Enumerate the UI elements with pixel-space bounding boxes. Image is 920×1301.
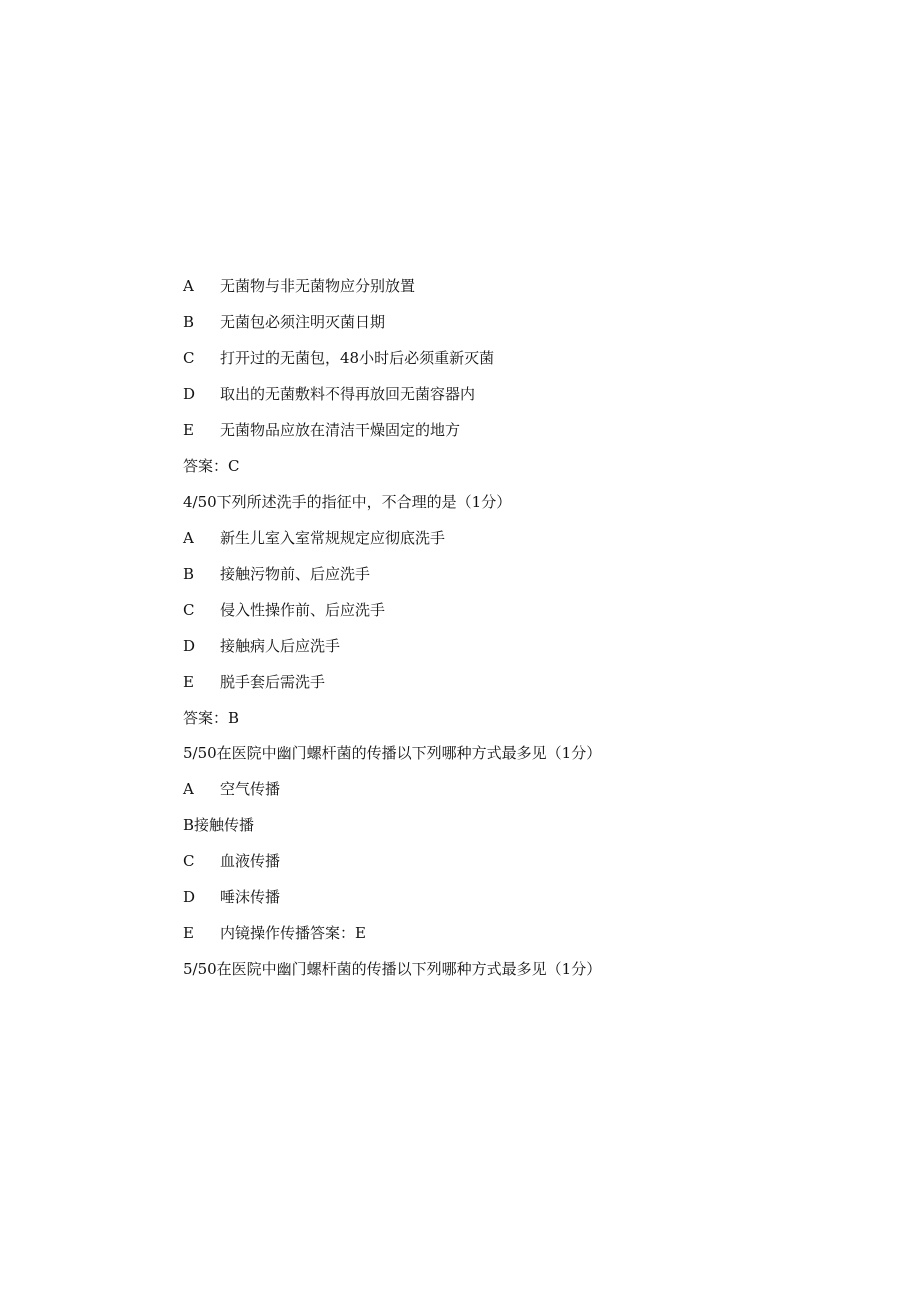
option-letter: C: [183, 852, 195, 870]
option-letter: C: [183, 349, 195, 367]
q3-option-c: [183, 347, 494, 369]
option-letter: E: [183, 673, 194, 691]
q3-option-a: [183, 275, 415, 297]
option-text: 无菌物品应放在清洁干燥固定的地方: [220, 421, 461, 439]
option-text: 无菌包必须注明灭菌日期: [220, 313, 386, 331]
q4-answer: 答案：B: [183, 709, 240, 727]
option-text: 内镜操作传播答案：E: [220, 924, 366, 942]
option-text: 打开过的无菌包，48小时后必须重新灭菌: [220, 349, 495, 367]
option-text: 无菌物与非无菌物应分别放置: [220, 277, 416, 295]
option-letter: A: [183, 529, 194, 547]
option-text: 唾沫传播: [220, 888, 281, 906]
q5-option-c: [183, 850, 280, 872]
option-text: 血液传播: [220, 852, 281, 870]
q5-question: 5/50在医院中幽门螺杆菌的传播以下列哪种方式最多见（1分）: [183, 744, 602, 762]
q4-question: 4/50下列所述洗手的指征中，不合理的是（1分）: [183, 493, 512, 511]
option-letter: D: [183, 385, 196, 403]
option-letter: D: [183, 888, 196, 906]
q4-option-d: [183, 635, 340, 657]
q3-option-d: [183, 383, 475, 405]
option-letter: E: [183, 421, 194, 439]
option-letter: E: [183, 924, 194, 942]
option-letter: A: [183, 277, 194, 295]
option-text: 取出的无菌敷料不得再放回无菌容器内: [220, 385, 476, 403]
q4-option-e: [183, 671, 325, 693]
q3-option-b: [183, 311, 385, 333]
option-letter: B: [183, 313, 195, 331]
option-letter: A: [183, 780, 194, 798]
option-text: 接触污物前、后应洗手: [220, 565, 371, 583]
q4-option-c: [183, 599, 385, 621]
q4-option-a: [183, 527, 445, 549]
q5-option-d: [183, 886, 280, 908]
q5-repeat-question: 5/50在医院中幽门螺杆菌的传播以下列哪种方式最多见（1分）: [183, 960, 602, 978]
option-text: 侵入性操作前、后应洗手: [220, 601, 386, 619]
q5-option-a: [183, 778, 280, 800]
option-letter: B: [183, 565, 195, 583]
q4-option-b: [183, 563, 370, 585]
option-text: 新生儿室入室常规规定应彻底洗手: [220, 529, 446, 547]
option-letter: C: [183, 601, 195, 619]
option-letter: D: [183, 637, 196, 655]
q5-option-e: [183, 922, 366, 944]
q3-option-e: [183, 419, 460, 441]
option-text: 接触病人后应洗手: [220, 637, 341, 655]
q3-answer: 答案：C: [183, 457, 240, 475]
option-text: 空气传播: [220, 780, 281, 798]
q5-option-b: B接触传播: [183, 816, 255, 834]
option-text: 脱手套后需洗手: [220, 673, 326, 691]
